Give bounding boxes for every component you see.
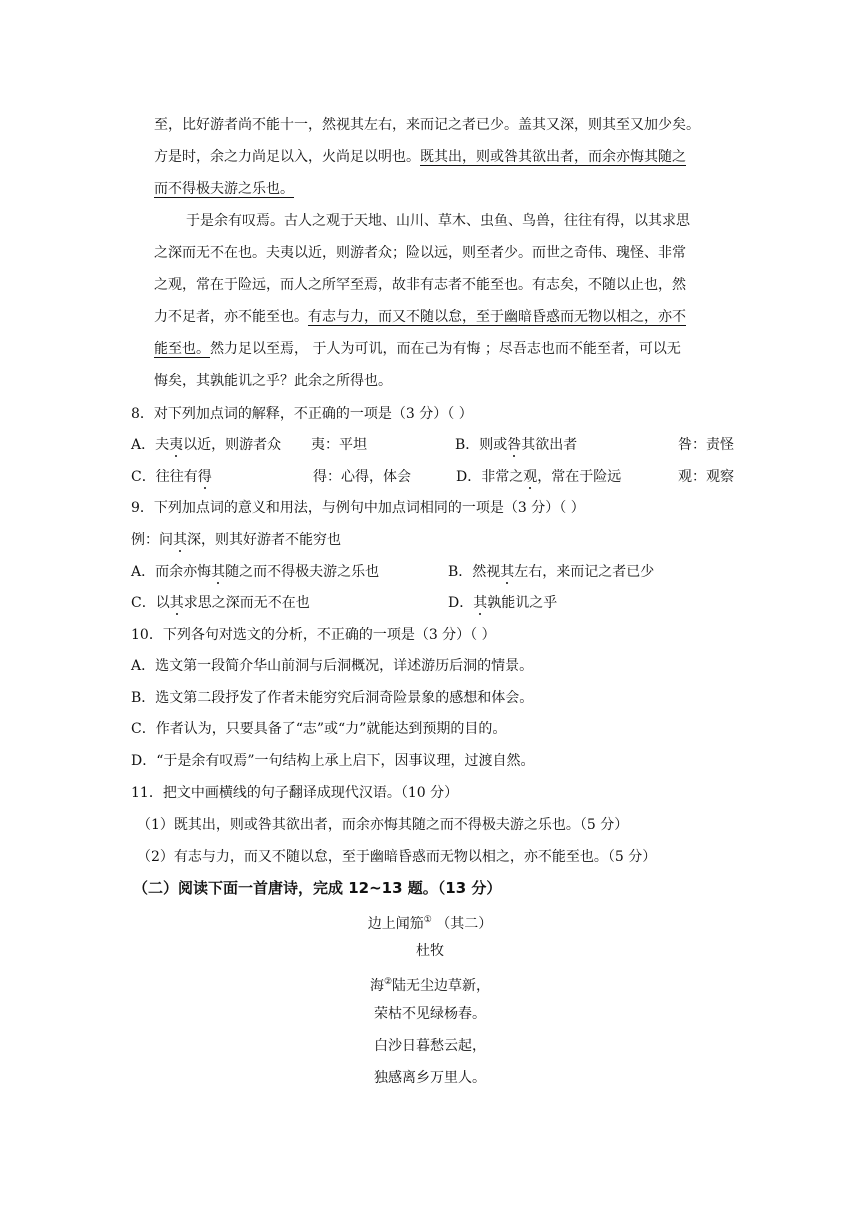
- passage-line: [154, 275, 686, 295]
- question-9-stem: 9．下列加点词的意义和用法，与例句中加点词相同的一项是（3 分）（ ）: [131, 500, 585, 516]
- option-d-gloss: 观：观察: [678, 469, 734, 485]
- poem-author: 杜牧: [416, 943, 444, 959]
- question-10-stem: 10．下列各句对选文的分析，不正确的一项是（3 分）（ ）: [131, 627, 496, 643]
- option-d[interactable]: D．“于是余有叹焉”一句结构上承上启下，因事议理，过渡自然。: [131, 753, 535, 769]
- option-b[interactable]: B．选文第二段抒发了作者未能穷究后洞奇险景象的感想和体会。: [131, 690, 534, 706]
- dotted-word: 其: [169, 595, 184, 611]
- passage-line: [154, 307, 686, 327]
- poem-line: 独感离乡万里人。: [374, 1070, 486, 1086]
- poem-line: 荣枯不见绿杨春。: [374, 1006, 486, 1022]
- passage-line: [154, 179, 294, 199]
- dotted-word: 其: [211, 564, 226, 580]
- option-a-gloss: 夷：平坦: [311, 437, 367, 453]
- option-c[interactable]: C．作者认为，只要具备了“志”或“力”就能达到预期的目的。: [131, 721, 507, 737]
- option-c[interactable]: C．以其求思之深而无不在也: [131, 595, 310, 611]
- dotted-word: 观: [523, 469, 538, 485]
- passage-text: 方是时，余之力尚足以入，火尚足以明也。: [154, 149, 420, 165]
- underlined-sentence: 有志与力，而又不随以怠，至于幽暗昏惑而无物以相之，亦不: [308, 309, 686, 325]
- footnote-marker: ②: [383, 977, 393, 987]
- option-d[interactable]: D．非常之观，常在于险远: [456, 469, 622, 485]
- passage-line: [154, 243, 686, 263]
- passage-text: 悔矣，其孰能讥之乎？此余之所得也。: [154, 373, 392, 389]
- dotted-word: 夷: [169, 437, 184, 453]
- option-a[interactable]: A．夫夷以近，则游者众: [131, 437, 282, 453]
- passage-line: [186, 211, 690, 231]
- option-c[interactable]: C．往往有得: [131, 469, 212, 485]
- question-8-row-ab: [131, 435, 734, 455]
- passage-text: 力不足者，亦不能至也。: [154, 309, 308, 325]
- section-heading: （二）阅读下面一首唐诗，完成 12~13 题。（13 分）: [133, 879, 502, 897]
- dotted-word: 其: [473, 595, 488, 611]
- dotted-word: 得: [197, 469, 212, 485]
- option-b-gloss: 咎：责怪: [678, 437, 734, 453]
- passage-text: 至，比好游者尚不能十一，然视其左右，来而记之者已少。盖其又深，则其至又加少矣。: [154, 117, 700, 133]
- underlined-sentence: 既其出，则或咎其欲出者，而余亦悔其随之: [420, 149, 686, 165]
- passage-text: 于是余有叹焉。古人之观于天地、山川、草木、虫鱼、鸟兽，往往有得，以其求思: [186, 213, 690, 229]
- question-9-row-ab: [131, 562, 654, 582]
- dotted-word: 咎: [507, 437, 522, 453]
- question-8-row-cd: [131, 467, 734, 487]
- footnote-marker: ①: [423, 915, 432, 925]
- poem-line: 白沙日暮愁云起，: [374, 1038, 486, 1054]
- poem-title: 边上闻笳① （其二）: [367, 915, 493, 932]
- passage-line: [154, 115, 700, 135]
- question-11-item-2: （2）有志与力，而又不随以怠，至于幽暗昏惑而无物以相之，亦不能至也。（5 分）: [137, 849, 657, 865]
- question-11-stem: 11．把文中画横线的句子翻译成现代汉语。（10 分）: [131, 785, 459, 801]
- poem-line: 海②陆无尘边草新，: [369, 977, 491, 994]
- passage-line: [154, 147, 686, 167]
- question-9-row-cd: [131, 593, 557, 613]
- passage-line: [154, 339, 681, 359]
- dotted-word: 其: [500, 564, 515, 580]
- question-8-stem: 8．对下列加点词的解释，不正确的一项是（3 分）（ ）: [131, 406, 473, 422]
- question-9-example: 例：问其深，则其好游者不能穷也: [131, 532, 341, 548]
- underlined-sentence: 能至也。: [154, 341, 210, 357]
- dotted-word: 其: [173, 532, 187, 548]
- option-a[interactable]: A．选文第一段简介华山前洞与后洞概况，详述游历后洞的情景。: [131, 658, 534, 674]
- passage-text: 之深而无不在也。夫夷以近，则游者众；险以远，则至者少。而世之奇伟、瑰怪、非常: [154, 245, 686, 261]
- passage-line: [154, 371, 392, 391]
- passage-text: 之观，常在于险远，而人之所罕至焉，故非有志者不能至也。有志矣，不随以止也，然: [154, 277, 686, 293]
- option-b[interactable]: B．则或咎其欲出者: [455, 437, 578, 453]
- passage-text: 然力足以至焉， 于人为可讥，而在己为有悔 ；尽吾志也而不能至者，可以无: [210, 341, 681, 357]
- question-11-item-1: （1）既其出，则或咎其欲出者，而余亦悔其随之而不得极夫游之乐也。（5 分）: [137, 817, 629, 833]
- option-b[interactable]: B．然视其左右，来而记之者已少: [448, 564, 655, 580]
- option-d[interactable]: D．其孰能讥之乎: [448, 595, 558, 611]
- option-a[interactable]: A．而余亦悔其随之而不得极夫游之乐也: [131, 564, 380, 580]
- underlined-sentence: 而不得极夫游之乐也。: [154, 181, 294, 197]
- option-c-gloss: 得：心得，体会: [313, 469, 411, 485]
